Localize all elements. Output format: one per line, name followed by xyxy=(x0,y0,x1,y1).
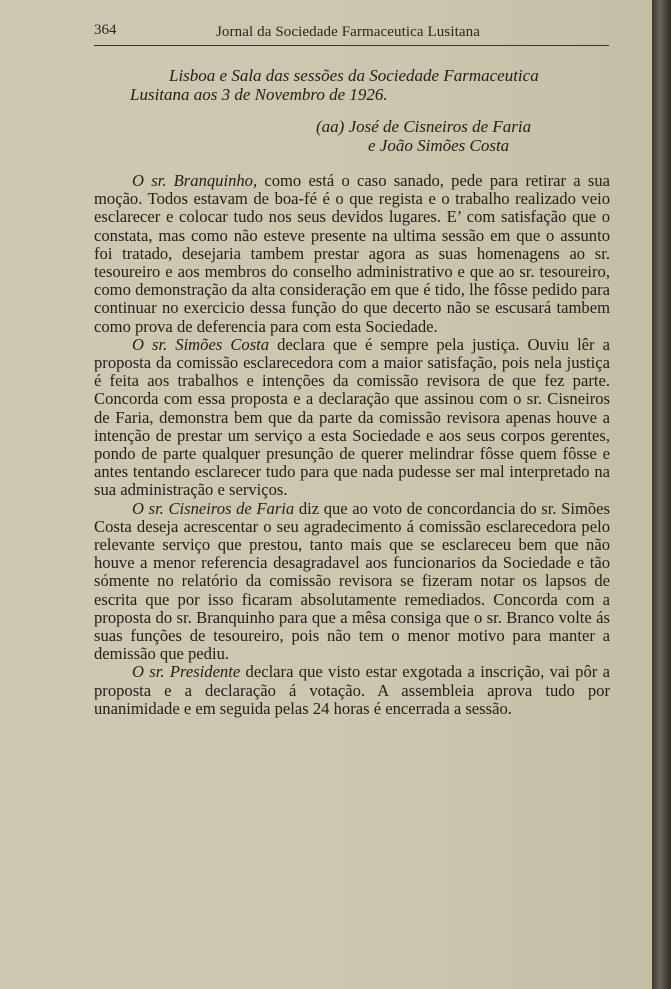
book-page-edge xyxy=(652,0,671,989)
speaker-name: O sr. Simões Costa xyxy=(132,334,270,354)
dateline-line-2: Lusitana aos 3 de Novembro de 1926. xyxy=(130,85,388,104)
page-number: 364 xyxy=(94,22,117,38)
header-rule xyxy=(94,45,609,46)
paragraph-branquinho xyxy=(94,172,610,336)
paragraph-presidente xyxy=(94,663,610,718)
paragraph-text: declara que é sempre pela justiça. Ouviu lêr a proposta da comissão esclarecedora com a maior satisfação, pois nela justiça é feita aos trabalhos e intenções da comissão revisora de que fez parte. Concorda com essa proposta e a declaração que assinou com o sr. Cisneiros de Faria, demonstra bem que da parte da comissão revisora apenas houve a intenção de prestar um serviço a esta Sociedade e aos seus corpos gerentes, pondo de parte qualquer presunção de querer melindrar fôsse quem fôsse e antes tentando esclarecer tudo para que nada pudesse ser mal interpretado na sua administração e serviços. xyxy=(94,334,610,500)
minutes-body xyxy=(94,172,610,718)
signature-block xyxy=(94,117,614,155)
dateline-line-1: Lisboa e Sala das sessões da Sociedade Farmaceutica xyxy=(169,66,539,85)
running-title: Jornal da Sociedade Farmaceutica Lusitana xyxy=(216,24,480,40)
speaker-name: O sr. Cisneiros de Faria xyxy=(132,498,295,518)
signature-line-2: e João Simões Costa xyxy=(368,136,510,155)
paragraph-text: declara que visto estar exgotada a inscrição, vai pôr a proposta e a declaração á votação. A assembleia aprova tudo por unanimidade e em seguida pelas 24 horas é encerrada a sessão. xyxy=(94,662,610,718)
paragraph-cisneiros-de-faria xyxy=(94,500,610,664)
speaker-name: O sr. Presidente xyxy=(132,662,241,682)
paragraph-simoes-costa xyxy=(94,336,610,500)
paragraph-text: como está o caso sanado, pede para retirar a sua moção. Todos estavam de boa-fé é o que regista e o trabalho realizado veio esclarecer e colocar tudo nos seus devidos lugares. E’ com satisfação que o constata, mas como não esteve presente na ultima sessão em que o assunto foi tratado, desejaria tambem prestar agora as suas homenagens ao sr. tesoureiro e aos membros do conselho administrativo e que ao sr. tesoureiro, como demonstração da alta consideração em que é tido, lhe fôsse pedido para continuar no exercicio dessa função do que decerto não se escusará tambem como prova de deferencia para com esta Sociedade. xyxy=(94,171,611,336)
signature-line-1: (aa) José de Cisneiros de Faria xyxy=(316,117,532,136)
dateline xyxy=(94,66,614,104)
speaker-name: O sr. Branquinho, xyxy=(132,171,258,190)
paragraph-text: diz que ao voto de concordancia do sr. Simões Costa deseja acrescentar o seu agradecimento á comissão esclarecedora pelo relevante serviço que prestou, tanto mais que se esclareceu bem que não houve a menor referencia desagradavel aos funcionarios da Sociedade e tão sómente no relatório da comissão revisora se fizeram notar os lapsos de escrita que por isso ficaram absolutamente remediados. Concorda com a proposta do sr. Branquinho para que a mêsa consiga que o sr. Branco volte ás suas funções de tesoureiro, pois não tem o menor motivo para manter a demissão que pediu. xyxy=(94,498,611,664)
